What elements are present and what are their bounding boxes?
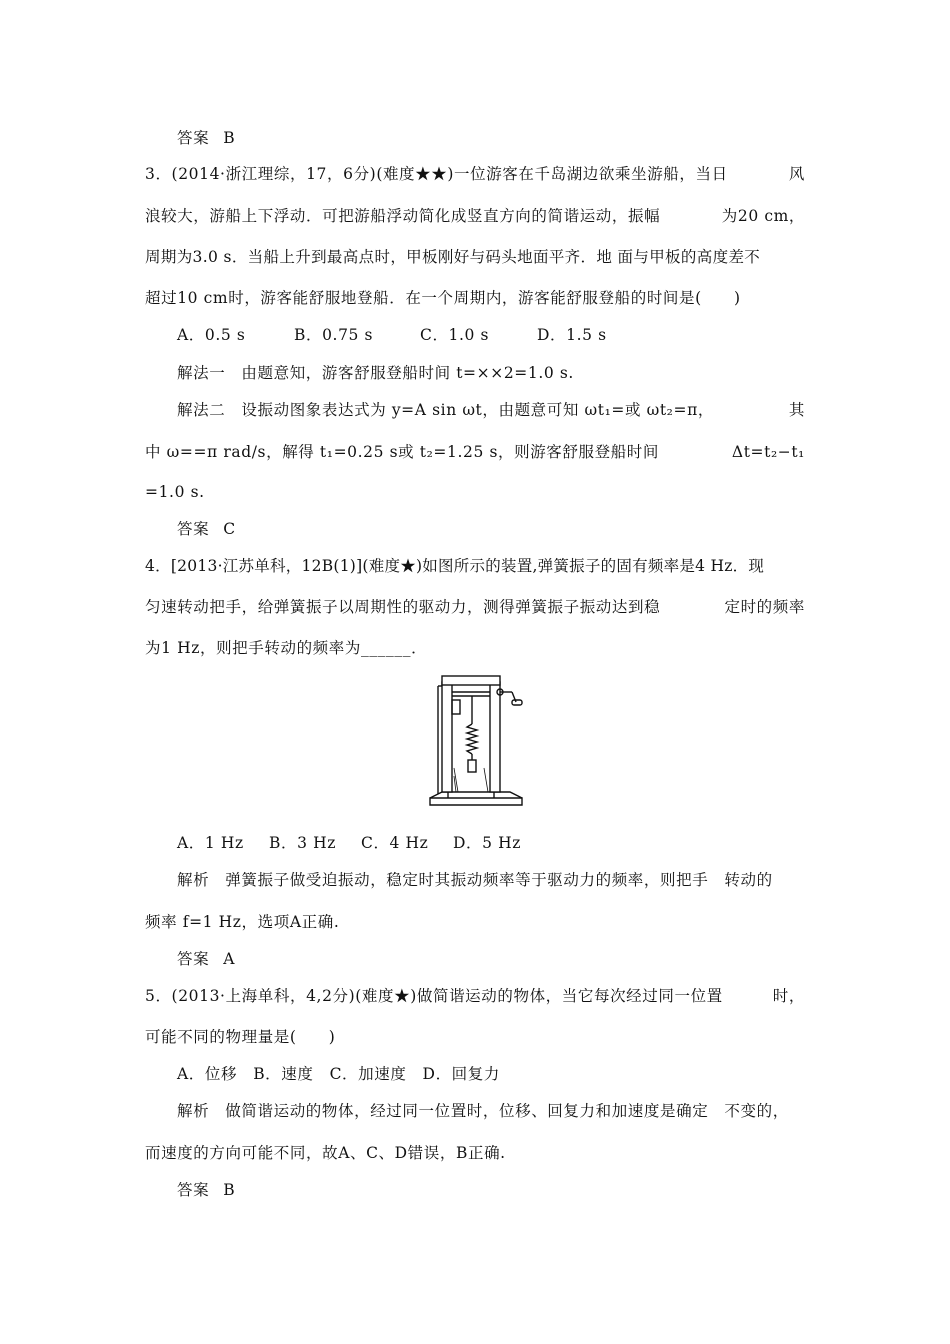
answer-label: 答案 — [177, 1181, 210, 1199]
q4-stem-line-3: 为1 Hz，则把手转动的频率为______． — [145, 639, 428, 657]
q3-analysis-text: 中 ω==π rad/s，解得 t₁=0.25 s或 t₂=1.25 s，则游客舒服登船时间 — [145, 443, 660, 461]
q4-option-b: B．3 Hz — [269, 834, 336, 852]
q4-option-c: C．4 Hz — [361, 834, 429, 852]
answer-value: B — [223, 1181, 236, 1199]
q3-stem-text: 3．(2014·浙江理综，17，6分)(难度★★)一位游客在千岛湖边欲乘坐游船，当日 — [145, 165, 728, 183]
q4-stem-text: 定时的频率 — [724, 598, 805, 616]
answer-value: A — [223, 950, 235, 968]
q3-option-d: D．1.5 s — [537, 326, 607, 344]
q3-stem-text: 浪较大，游船上下浮动．可把游船浮动简化成竖直方向的简谐运动，振幅 — [145, 207, 661, 225]
q3-analysis-text: Δt=t₂−t₁ — [731, 443, 805, 461]
q4-stem-line-1: 4．[2013·江苏单科，12B(1)](难度★)如图所示的装置,弹簧振子的固有频率是4 Hz．现 — [145, 557, 765, 575]
q3-option-a: A．0.5 s — [177, 326, 246, 344]
q3-stem-line-2 — [145, 205, 805, 227]
q3-analysis-line-3 — [145, 441, 805, 463]
answer-value: C — [223, 520, 236, 538]
q4-stem-line-2 — [145, 596, 805, 618]
q4-option-a: A．1 Hz — [177, 834, 244, 852]
q3-stem-line-1 — [145, 163, 805, 185]
q5-stem-line-1 — [145, 985, 805, 1007]
q5-analysis-line-1: 解析 做简谐运动的物体，经过同一位置时，位移、回复力和加速度是确定 不变的， — [177, 1102, 789, 1120]
q3-analysis-line-2 — [177, 399, 805, 421]
q4-analysis-line-2: 频率 f=1 Hz，选项A正确. — [145, 913, 340, 931]
q3-stem-line-4: 超过10 cm时，游客能舒服地登船．在一个周期内，游客能舒服登船的时间是( ) — [145, 289, 741, 307]
q5-stem-text: 5．(2013·上海单科，4,2分)(难度★)做简谐运动的物体，当它每次经过同一位置 — [145, 987, 723, 1005]
answer-label: 答案 — [177, 950, 210, 968]
q3-analysis-text: 其 — [788, 401, 805, 419]
q4-analysis-line-1: 解析 弹簧振子做受迫振动，稳定时其振动频率等于驱动力的频率，则把手 转动的 — [177, 871, 773, 889]
answer-value: B — [223, 129, 236, 147]
answer-label: 答案 — [177, 520, 210, 538]
q3-options — [177, 324, 607, 346]
spring-oscillator-apparatus-figure — [428, 672, 524, 806]
q3-option-b: B．0.75 s — [294, 326, 374, 344]
answer-label: 答案 — [177, 129, 210, 147]
q3-analysis-text: 解法二 设振动图象表达式为 y=A sin ωt，由题意可知 ωt₁=或 ωt₂=π， — [177, 401, 714, 419]
q3-analysis-line-4: =1.0 s. — [145, 483, 205, 501]
answer-line-q2 — [177, 127, 235, 149]
q5-analysis-line-2: 而速度的方向可能不同，故A、C、D错误，B正确. — [145, 1144, 506, 1162]
q3-stem-text: 风 — [788, 165, 805, 183]
q3-analysis-line-1: 解法一 由题意知，游客舒服登船时间 t=××2=1.0 s. — [177, 364, 574, 382]
answer-line-q3 — [177, 518, 236, 540]
q3-option-c: C．1.0 s — [420, 326, 490, 344]
q4-options — [177, 832, 521, 854]
q5-stem-line-2: 可能不同的物理量是( ) — [145, 1028, 336, 1046]
q3-stem-text: 为20 cm， — [721, 207, 805, 225]
answer-line-q5 — [177, 1179, 235, 1201]
q3-stem-line-3: 周期为3.0 s．当船上升到最高点时，甲板刚好与码头地面平齐．地 面与甲板的高度差不 — [145, 248, 761, 266]
q4-option-d: D．5 Hz — [453, 834, 521, 852]
q4-stem-text: 匀速转动把手，给弹簧振子以周期性的驱动力，测得弹簧振子振动达到稳 — [145, 598, 661, 616]
q5-stem-text: 时， — [772, 987, 805, 1005]
answer-line-q4 — [177, 948, 235, 970]
q5-options: A．位移 B．速度 C．加速度 D．回复力 — [177, 1065, 500, 1083]
